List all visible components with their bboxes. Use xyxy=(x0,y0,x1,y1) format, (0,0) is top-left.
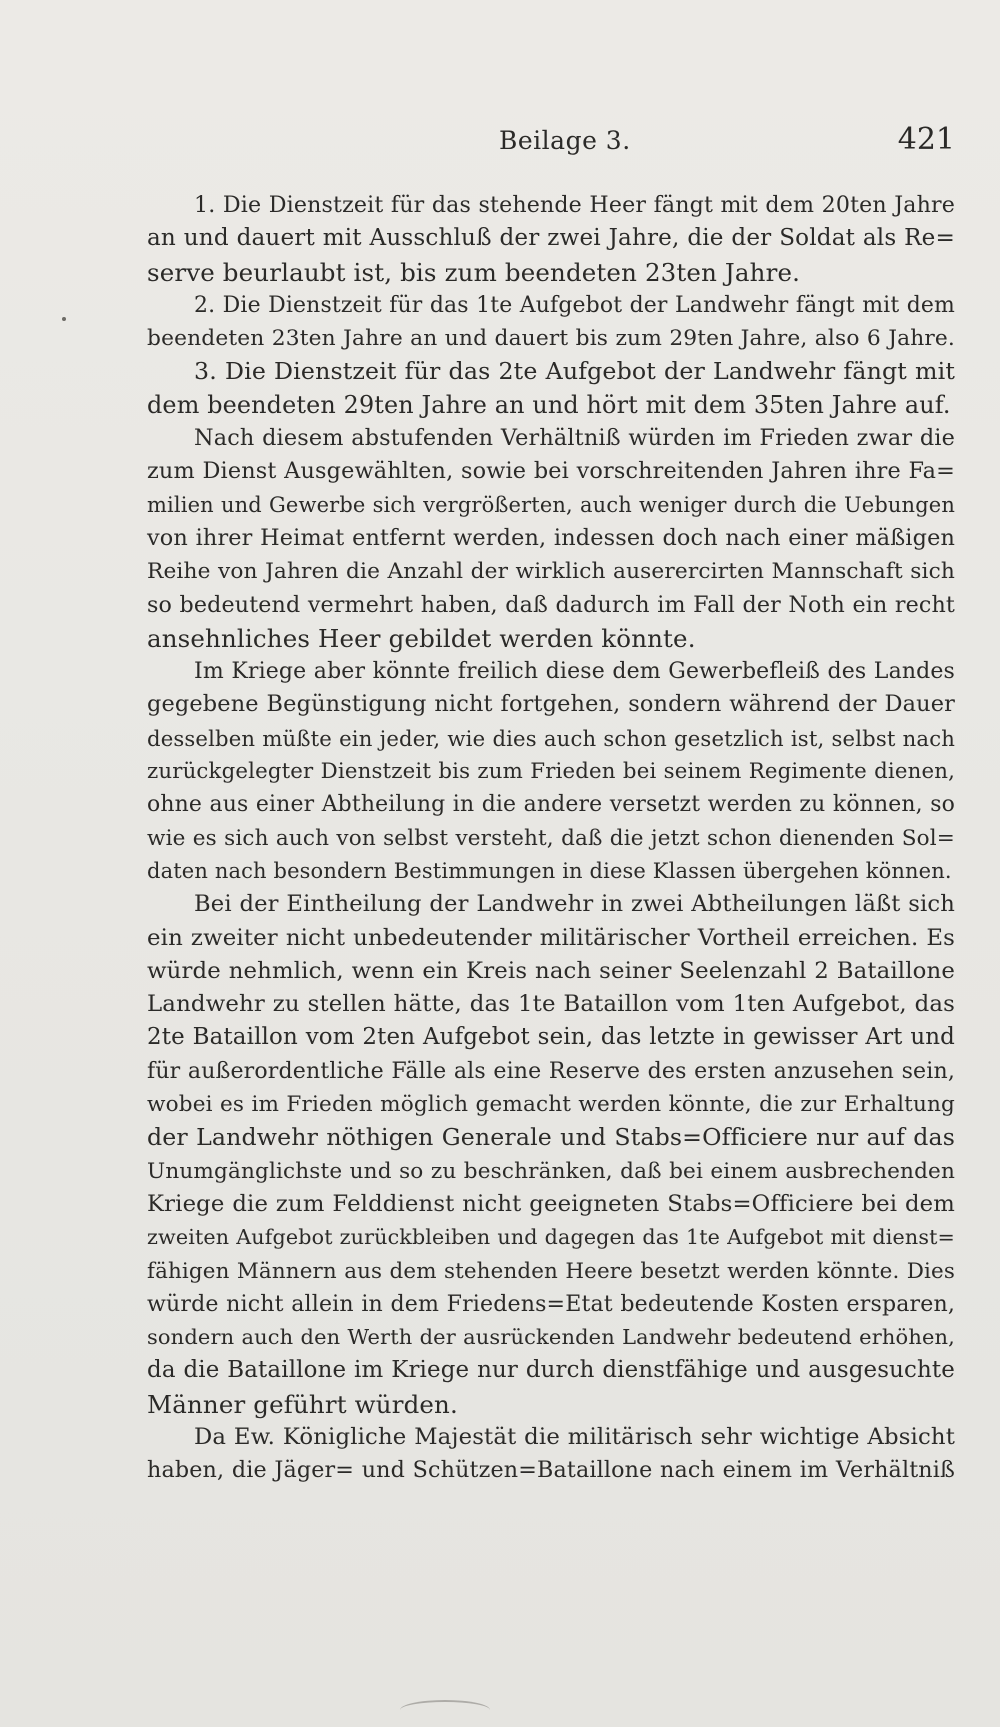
text-line: milien und Gewerbe sich vergrößerten, auch weniger durch die Uebungen xyxy=(147,492,955,517)
text-line: zum Dienst Ausgewählten, sowie bei vorschreitenden Jahren ihre Fa= xyxy=(147,458,955,485)
text-line: zweiten Aufgebot zurückbleiben und dagegen das 1te Aufgebot mit dienst= xyxy=(147,1225,955,1250)
text-line: 2. Die Dienstzeit für das 1te Aufgebot der Landwehr fängt mit dem xyxy=(194,292,955,318)
text-line: 3. Die Dienstzeit für das 2te Aufgebot der Landwehr fängt mit xyxy=(194,357,955,386)
text-line: zurückgelegter Dienstzeit bis zum Frieden bei seinem Regimente dienen, xyxy=(147,759,955,785)
text-line: Nach diesem abstufenden Verhältniß würden im Frieden zwar die xyxy=(194,425,955,452)
text-line: würde nicht allein in dem Friedens=Etat bedeutende Kosten ersparen, xyxy=(147,1291,955,1317)
text-line: serve beurlaubt ist, bis zum beendeten 23ten Jahre. xyxy=(147,257,801,287)
page-number: 421 xyxy=(897,122,955,157)
text-line: an und dauert mit Ausschluß der zwei Jahre, die der Soldat als Re= xyxy=(147,225,955,252)
text-line: ohne aus einer Abtheilung in die andere versetzt werden zu können, so xyxy=(147,792,955,818)
text-line: fähigen Männern aus dem stehenden Heere besetzt werden könnte. Dies xyxy=(147,1258,955,1284)
text-line: für außerordentliche Fälle als eine Reserve des ersten anzusehen sein, xyxy=(147,1058,955,1084)
text-line: würde nehmlich, wenn ein Kreis nach seiner Seelenzahl 2 Bataillone xyxy=(147,957,955,984)
paper-speck xyxy=(62,317,66,321)
page-header xyxy=(147,122,955,166)
text-line: wobei es im Frieden möglich gemacht werden könnte, die zur Erhaltung xyxy=(147,1092,955,1118)
text-line: Unumgänglichste und so zu beschränken, daß bei einem ausbrechenden xyxy=(147,1158,955,1184)
running-title: Beilage 3. xyxy=(499,126,631,155)
text-line: ein zweiter nicht unbedeutender militärischer Vortheil erreichen. Es xyxy=(147,924,955,951)
text-line: dem beendeten 29ten Jahre an und hört mit dem 35ten Jahre auf. xyxy=(147,390,951,419)
text-line: ansehnliches Heer gebildet werden könnte. xyxy=(147,623,696,653)
text-line: haben, die Jäger= und Schützen=Bataillone nach einem im Verhältniß xyxy=(147,1457,955,1484)
text-line: Bei der Eintheilung der Landwehr in zwei Abtheilungen läßt sich xyxy=(194,891,955,918)
text-line: desselben müßte ein jeder, wie dies auch schon gesetzlich ist, selbst nach xyxy=(147,725,955,751)
text-line: sondern auch den Werth der ausrückenden Landwehr bedeutend erhöhen, xyxy=(147,1325,955,1350)
text-line: wie es sich auch von selbst versteht, daß die jetzt schon dienenden Sol= xyxy=(147,825,955,851)
text-line: Im Kriege aber könnte freilich diese dem Gewerbefleiß des Landes xyxy=(194,659,955,685)
text-line: beendeten 23ten Jahre an und dauert bis zum 29ten Jahre, also 6 Jahre. xyxy=(147,326,955,352)
text-line: Landwehr zu stellen hätte, das 1te Bataillon vom 1ten Aufgebot, das xyxy=(147,991,955,1018)
text-line: Männer geführt würden. xyxy=(147,1389,458,1419)
body-text xyxy=(147,189,955,1488)
text-line: der Landwehr nöthigen Generale und Stabs=Officiere nur auf das xyxy=(147,1123,955,1152)
text-line: Reihe von Jahren die Anzahl der wirklich auserercirten Mannschaft sich xyxy=(147,559,955,585)
text-line: daten nach besondern Bestimmungen in diese Klassen übergehen können. xyxy=(147,858,952,883)
paper-mark xyxy=(400,1700,490,1720)
text-line: 2te Bataillon vom 2ten Aufgebot sein, das letzte in gewisser Art und xyxy=(147,1024,955,1051)
text-line: von ihrer Heimat entfernt werden, indessen doch nach einer mäßigen xyxy=(147,524,955,551)
text-line: Kriege die zum Felddienst nicht geeigneten Stabs=Officiere bei dem xyxy=(147,1190,955,1217)
text-line: 1. Die Dienstzeit für das stehende Heer fängt mit dem 20ten Jahre xyxy=(194,192,955,218)
text-line: gegebene Begünstigung nicht fortgehen, sondern während der Dauer xyxy=(147,691,955,718)
text-line: da die Bataillone im Kriege nur durch dienstfähige und ausgesuchte xyxy=(147,1357,955,1384)
text-line: so bedeutend vermehrt haben, daß dadurch im Fall der Noth ein recht xyxy=(147,591,955,618)
text-line: Da Ew. Königliche Majestät die militärisch sehr wichtige Absicht xyxy=(194,1423,955,1450)
